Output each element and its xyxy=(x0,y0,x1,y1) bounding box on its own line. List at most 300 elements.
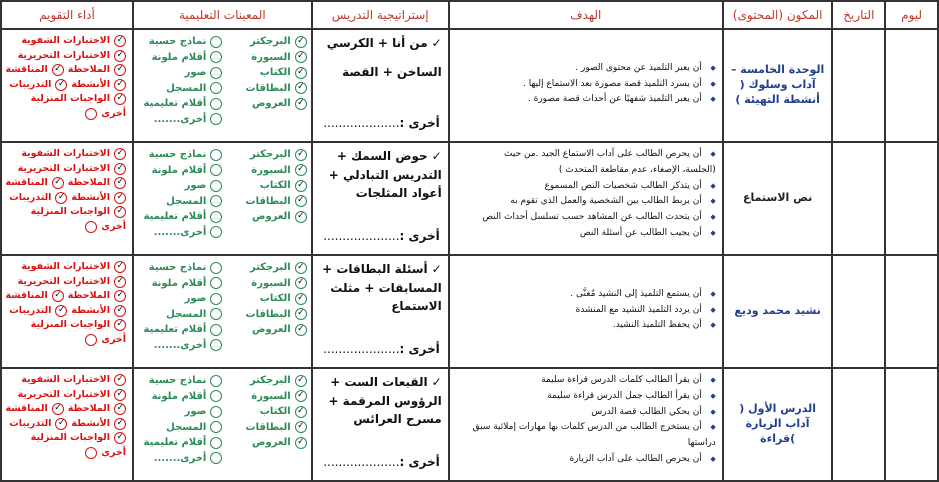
evaluation-box xyxy=(2,30,132,141)
eval-label: التدريبات xyxy=(9,78,52,90)
aids-cell xyxy=(133,368,312,481)
aid-option[interactable] xyxy=(222,389,306,405)
checked-circle-icon[interactable] xyxy=(114,64,126,76)
goal-item: (الجلسة، الإصغاء، عدم مقاطعة المتحدث ) xyxy=(558,164,716,175)
aid-label: البرجكتر xyxy=(249,375,291,386)
aid-option[interactable] xyxy=(138,338,222,354)
strategy-line: أسئلة البطاقات + xyxy=(322,262,428,276)
circle-icon[interactable] xyxy=(85,447,97,459)
eval-option[interactable] xyxy=(5,176,126,191)
header-day: ليوم xyxy=(885,1,938,29)
table-row xyxy=(1,255,938,368)
aids-cell xyxy=(133,142,312,255)
checked-circle-icon[interactable] xyxy=(114,418,126,430)
eval-label: الاختبارات الشفوية xyxy=(21,148,111,159)
header-component: المكون (المحتوى) xyxy=(723,1,833,29)
check-icon: ✓ xyxy=(431,262,442,276)
aid-label: العروض xyxy=(251,437,291,448)
checked-circle-icon[interactable] xyxy=(55,79,67,91)
aids-box xyxy=(134,143,311,254)
checked-circle-icon[interactable] xyxy=(295,36,307,48)
aid-label: أخرى....... xyxy=(153,113,207,125)
eval-label: المناقشة xyxy=(5,177,48,188)
checked-circle-icon[interactable] xyxy=(114,261,126,273)
eval-option[interactable] xyxy=(8,275,126,290)
aid-option[interactable] xyxy=(138,260,222,276)
aid-option[interactable] xyxy=(222,209,306,225)
goal-item: ◆ أن يردد التلميذ النشيد مع المنشدة xyxy=(456,303,716,319)
strategy-cell xyxy=(312,255,449,368)
circle-icon[interactable] xyxy=(210,149,222,161)
eval-option[interactable] xyxy=(8,373,126,388)
header-evaluation: أداء التقويم xyxy=(1,1,133,29)
aid-option[interactable] xyxy=(138,291,222,307)
checked-circle-icon[interactable] xyxy=(295,437,307,449)
checked-circle-icon[interactable] xyxy=(295,421,307,433)
eval-label: المناقشة xyxy=(5,403,48,414)
eval-option[interactable] xyxy=(8,191,126,206)
aid-label: أقلام ملونة xyxy=(151,51,207,63)
eval-option[interactable] xyxy=(8,162,126,177)
circle-icon[interactable] xyxy=(210,452,222,464)
aid-option[interactable] xyxy=(222,260,306,276)
circle-icon[interactable] xyxy=(210,164,222,176)
evaluation-box xyxy=(2,256,132,367)
day-cell xyxy=(885,368,938,481)
circle-icon[interactable] xyxy=(210,375,222,387)
strategy-box xyxy=(313,143,448,254)
other-dots: .................... xyxy=(323,455,400,470)
eval-option[interactable] xyxy=(8,147,126,162)
aid-option[interactable] xyxy=(138,112,222,128)
aid-label: الكتاب xyxy=(259,406,291,417)
aid-label: السبورة xyxy=(251,51,291,63)
eval-option[interactable] xyxy=(8,205,126,220)
circle-icon[interactable] xyxy=(210,51,222,63)
eval-option[interactable] xyxy=(8,431,126,446)
header-row xyxy=(1,1,938,29)
goal-list xyxy=(450,256,722,367)
circle-icon[interactable] xyxy=(210,390,222,402)
checked-circle-icon[interactable] xyxy=(295,51,307,63)
circle-icon[interactable] xyxy=(210,67,222,79)
aid-label: أقلام ملونة xyxy=(151,164,207,176)
aids-column-1 xyxy=(222,34,306,137)
checked-circle-icon[interactable] xyxy=(295,195,307,207)
eval-option[interactable] xyxy=(8,304,126,319)
aid-label: البرجكتر xyxy=(249,262,291,273)
aid-option[interactable] xyxy=(138,147,222,163)
checked-circle-icon[interactable] xyxy=(295,277,307,289)
aids-box xyxy=(134,369,311,480)
aid-label: البطاقات xyxy=(245,82,291,94)
aid-option[interactable] xyxy=(138,435,222,451)
checked-circle-icon[interactable] xyxy=(295,293,307,305)
circle-icon[interactable] xyxy=(210,339,222,351)
aid-label: الكتاب xyxy=(259,293,291,304)
eval-label: التدريبات xyxy=(9,191,52,203)
checked-circle-icon[interactable] xyxy=(114,192,126,204)
checked-circle-icon[interactable] xyxy=(52,64,64,76)
checked-circle-icon[interactable] xyxy=(114,93,126,105)
checked-circle-icon[interactable] xyxy=(55,192,67,204)
circle-icon[interactable] xyxy=(210,324,222,336)
aid-label: أقلام تعليمية xyxy=(143,324,207,335)
aid-option[interactable] xyxy=(138,322,222,338)
strategy-line: أعواد المثلجات xyxy=(355,186,442,201)
aids-box xyxy=(134,30,311,141)
checked-circle-icon[interactable] xyxy=(295,211,307,223)
goal-cell xyxy=(449,368,723,481)
checked-circle-icon[interactable] xyxy=(114,290,126,302)
aid-label: أقلام ملونة xyxy=(151,277,207,289)
date-cell xyxy=(832,29,885,142)
eval-label: أخرى xyxy=(101,220,127,232)
circle-icon[interactable] xyxy=(210,406,222,418)
aids-column-1 xyxy=(222,373,306,476)
goal-item: ◆ أن يقرأ الطالب جمل الدرس قراءة سليمة xyxy=(456,389,716,405)
aid-label: صور xyxy=(184,293,207,304)
circle-icon[interactable] xyxy=(210,437,222,449)
eval-label: الاختبارات التحريرية xyxy=(17,275,111,287)
eval-label: الملاحظة xyxy=(67,177,111,188)
aid-label: الكتاب xyxy=(259,180,291,191)
checked-circle-icon[interactable] xyxy=(295,82,307,94)
eval-option[interactable] xyxy=(8,446,126,461)
day-cell xyxy=(885,142,938,255)
other-dots: .................... xyxy=(323,116,400,131)
circle-icon[interactable] xyxy=(210,277,222,289)
eval-label: الواجبات المنزلية xyxy=(30,432,111,443)
aid-option[interactable] xyxy=(222,276,306,292)
aid-option[interactable] xyxy=(138,225,222,241)
component-cell xyxy=(723,142,833,255)
component-cell xyxy=(723,255,833,368)
aid-option[interactable] xyxy=(222,81,306,97)
other-label: أخرى : xyxy=(399,229,440,244)
date-cell xyxy=(832,142,885,255)
checked-circle-icon[interactable] xyxy=(295,149,307,161)
goal-item: ◆ أن يستخرج الطالب من الدرس كلمات بها مهارات إملائية سبق xyxy=(456,420,716,436)
strategy-line: التدريس التبادلي + xyxy=(328,167,442,182)
aid-option[interactable] xyxy=(222,194,306,210)
eval-label: أخرى xyxy=(101,333,127,345)
goal-item: ◆ أن يحرص الطالب على آداب الزيارة xyxy=(456,452,716,468)
eval-label: التدريبات xyxy=(9,304,52,316)
circle-icon[interactable] xyxy=(85,108,97,120)
aid-label: المسجل xyxy=(166,82,207,94)
circle-icon[interactable] xyxy=(210,262,222,274)
aid-label: أقلام تعليمية xyxy=(143,437,207,448)
strategy-line: الرؤوس المرقمة + xyxy=(328,393,442,408)
date-cell xyxy=(832,255,885,368)
circle-icon[interactable] xyxy=(210,293,222,305)
eval-option[interactable] xyxy=(8,34,126,49)
eval-option[interactable] xyxy=(8,318,126,333)
strategy-box xyxy=(313,256,448,367)
goal-item: ◆ أن يحفظ التلميذ النشيد. xyxy=(456,318,716,334)
check-icon: ✓ xyxy=(431,375,442,389)
aid-label: أخرى....... xyxy=(153,226,207,238)
component-text: الوحدة الخامسة – آداب وسلوك ( أنشطة التهيئة ) xyxy=(730,63,825,106)
eval-label: الملاحظة xyxy=(67,403,111,414)
aid-label: صور xyxy=(184,180,207,191)
circle-icon[interactable] xyxy=(210,211,222,223)
checked-circle-icon[interactable] xyxy=(52,177,64,189)
circle-icon[interactable] xyxy=(85,334,97,346)
check-icon: ✓ xyxy=(431,149,442,163)
aid-option[interactable] xyxy=(138,178,222,194)
checked-circle-icon[interactable] xyxy=(114,50,126,62)
eval-label: المناقشة xyxy=(5,290,48,301)
eval-label: الاختبارات الشفوية xyxy=(21,374,111,385)
goal-list xyxy=(450,369,722,470)
goal-item: ◆ أن يستمع التلميذ إلى النشيد مُغنَّى . xyxy=(456,287,716,303)
checked-circle-icon[interactable] xyxy=(114,79,126,91)
checked-circle-icon[interactable] xyxy=(114,35,126,47)
aid-option[interactable] xyxy=(222,322,306,338)
evaluation-cell xyxy=(1,142,133,255)
day-cell xyxy=(885,29,938,142)
aid-option[interactable] xyxy=(138,209,222,225)
aid-option[interactable] xyxy=(222,50,306,66)
aid-label: نماذج حسية xyxy=(148,36,207,47)
aid-option[interactable] xyxy=(138,163,222,179)
aid-option[interactable] xyxy=(138,34,222,50)
eval-option[interactable] xyxy=(5,289,126,304)
goal-cell xyxy=(449,29,723,142)
checked-circle-icon[interactable] xyxy=(114,374,126,386)
circle-icon[interactable] xyxy=(210,195,222,207)
aids-column-2 xyxy=(138,373,222,476)
strategy-other xyxy=(323,340,440,359)
aid-option[interactable] xyxy=(138,96,222,112)
circle-icon[interactable] xyxy=(210,82,222,94)
checked-circle-icon[interactable] xyxy=(295,390,307,402)
checked-circle-icon[interactable] xyxy=(52,403,64,415)
aid-label: نماذج حسية xyxy=(148,375,207,386)
aid-label: العروض xyxy=(251,98,291,109)
circle-icon[interactable] xyxy=(210,98,222,110)
eval-label: الواجبات المنزلية xyxy=(30,319,111,330)
checked-circle-icon[interactable] xyxy=(114,319,126,331)
circle-icon[interactable] xyxy=(210,226,222,238)
eval-label: الاختبارات التحريرية xyxy=(17,388,111,400)
eval-option[interactable] xyxy=(8,78,126,93)
eval-label: الواجبات المنزلية xyxy=(30,93,111,104)
aid-label: المسجل xyxy=(166,195,207,207)
aid-label: أخرى....... xyxy=(153,339,207,351)
goal-item: ◆ أن يتذكر الطالب شخصيات النص المسموع xyxy=(456,179,716,195)
other-label: أخرى : xyxy=(399,116,440,131)
header-goal: الهدف xyxy=(449,1,723,29)
aid-option[interactable] xyxy=(222,404,306,420)
eval-option[interactable] xyxy=(8,333,126,348)
circle-icon[interactable] xyxy=(210,180,222,192)
aid-option[interactable] xyxy=(222,420,306,436)
checked-circle-icon[interactable] xyxy=(295,308,307,320)
checked-circle-icon[interactable] xyxy=(114,206,126,218)
eval-label: الأنشطة xyxy=(71,78,111,90)
goal-item: ◆ أن يتحدث الطالب عن المشاهد حسب تسلسل أحداث النص xyxy=(456,210,716,226)
eval-label: الاختبارات التحريرية xyxy=(17,162,111,174)
aid-label: نماذج حسية xyxy=(148,262,207,273)
checked-circle-icon[interactable] xyxy=(295,164,307,176)
aid-option[interactable] xyxy=(222,147,306,163)
day-cell xyxy=(885,255,938,368)
evaluation-cell xyxy=(1,368,133,481)
aid-label: أقلام تعليمية xyxy=(143,211,207,222)
strategy-line: حوض السمك + xyxy=(336,149,428,163)
checked-circle-icon[interactable] xyxy=(114,403,126,415)
strategy-line: من أنا + الكرسي xyxy=(326,36,428,50)
goal-cell xyxy=(449,255,723,368)
goal-item: ◆ أن يعبر التلميذ شفهيًا عن أحداث قصة مصورة . xyxy=(456,92,716,108)
aid-option[interactable] xyxy=(222,435,306,451)
checked-circle-icon[interactable] xyxy=(295,67,307,79)
header-aids: المعينات التعليمية xyxy=(133,1,312,29)
strategy-line: المسابقات + مثلث xyxy=(330,280,442,295)
eval-option[interactable] xyxy=(8,260,126,275)
other-label: أخرى : xyxy=(399,342,440,357)
aid-label: البطاقات xyxy=(245,421,291,433)
eval-option[interactable] xyxy=(8,388,126,403)
eval-option[interactable] xyxy=(8,417,126,432)
strategy-cell xyxy=(312,142,449,255)
aid-option[interactable] xyxy=(138,420,222,436)
aid-option[interactable] xyxy=(138,451,222,467)
aid-option[interactable] xyxy=(138,373,222,389)
eval-label: الاختبارات الشفوية xyxy=(21,261,111,272)
eval-option[interactable] xyxy=(5,63,126,78)
eval-option[interactable] xyxy=(8,92,126,107)
date-cell xyxy=(832,368,885,481)
other-label: أخرى : xyxy=(399,455,440,470)
aid-label: السبورة xyxy=(251,390,291,402)
aid-label: المسجل xyxy=(166,308,207,320)
aid-option[interactable] xyxy=(222,373,306,389)
checked-circle-icon[interactable] xyxy=(295,406,307,418)
circle-icon[interactable] xyxy=(210,113,222,125)
aids-column-1 xyxy=(222,260,306,363)
aid-option[interactable] xyxy=(138,276,222,292)
aids-column-2 xyxy=(138,147,222,250)
header-strategy: إستراتيجية التدريس xyxy=(312,1,449,29)
eval-label: الملاحظة xyxy=(67,64,111,75)
checked-circle-icon[interactable] xyxy=(114,389,126,401)
aid-label: البرجكتر xyxy=(249,36,291,47)
aid-label: صور xyxy=(184,67,207,78)
circle-icon[interactable] xyxy=(210,36,222,48)
checked-circle-icon[interactable] xyxy=(114,177,126,189)
checked-circle-icon[interactable] xyxy=(114,432,126,444)
aid-label: صور xyxy=(184,406,207,417)
aid-option[interactable] xyxy=(222,163,306,179)
checked-circle-icon[interactable] xyxy=(52,290,64,302)
strategy-line: مسرح العرائس xyxy=(353,412,442,427)
table-row xyxy=(1,142,938,255)
aid-option[interactable] xyxy=(222,65,306,81)
strategy-cell xyxy=(312,368,449,481)
goal-item: ◆ أن يحرص الطالب على آداب الاستماع الجيد .من حيث xyxy=(456,147,716,163)
aid-option[interactable] xyxy=(138,389,222,405)
checked-circle-icon[interactable] xyxy=(295,262,307,274)
checked-circle-icon[interactable] xyxy=(114,276,126,288)
eval-label: أخرى xyxy=(101,107,127,119)
goal-list xyxy=(450,30,722,141)
aid-label: أقلام ملونة xyxy=(151,390,207,402)
strategy-other xyxy=(323,227,440,246)
eval-option[interactable] xyxy=(8,49,126,64)
checked-circle-icon[interactable] xyxy=(295,98,307,110)
checked-circle-icon[interactable] xyxy=(55,418,67,430)
strategy-cell xyxy=(312,29,449,142)
strategy-other xyxy=(323,114,440,133)
goal-item: ◆ أن يعبر التلميذ عن محتوى الصور . xyxy=(456,61,716,77)
other-dots: .................... xyxy=(323,342,400,357)
aid-label: العروض xyxy=(251,211,291,222)
eval-label: المناقشة xyxy=(5,64,48,75)
aid-label: السبورة xyxy=(251,164,291,176)
evaluation-box xyxy=(2,369,132,480)
eval-option[interactable] xyxy=(8,107,126,122)
aid-option[interactable] xyxy=(138,50,222,66)
eval-label: الأنشطة xyxy=(71,191,111,203)
strategy-box xyxy=(313,30,448,141)
other-dots: .................... xyxy=(323,229,400,244)
component-cell xyxy=(723,368,833,481)
aid-option[interactable] xyxy=(138,65,222,81)
aid-option[interactable] xyxy=(138,307,222,323)
aid-option[interactable] xyxy=(138,404,222,420)
strategy-line: الاستماع xyxy=(391,299,442,314)
aid-label: العروض xyxy=(251,324,291,335)
goal-item: ◆ أن يقرأ الطالب كلمات الدرس قراءة سليمة xyxy=(456,373,716,389)
aid-option[interactable] xyxy=(222,96,306,112)
checked-circle-icon[interactable] xyxy=(295,180,307,192)
checked-circle-icon[interactable] xyxy=(114,148,126,160)
checked-circle-icon[interactable] xyxy=(55,305,67,317)
checked-circle-icon[interactable] xyxy=(114,163,126,175)
aid-option[interactable] xyxy=(138,194,222,210)
aid-option[interactable] xyxy=(222,178,306,194)
aid-option[interactable] xyxy=(222,291,306,307)
evaluation-cell xyxy=(1,255,133,368)
aids-box xyxy=(134,256,311,367)
evaluation-cell xyxy=(1,29,133,142)
circle-icon[interactable] xyxy=(210,421,222,433)
checked-circle-icon[interactable] xyxy=(114,305,126,317)
circle-icon[interactable] xyxy=(210,308,222,320)
aid-option[interactable] xyxy=(222,307,306,323)
goal-item: ◆ أن يربط الطالب بين الشخصية والعمل الذي تقوم به xyxy=(456,194,716,210)
eval-label: أخرى xyxy=(101,446,127,458)
aid-option[interactable] xyxy=(222,34,306,50)
aid-option[interactable] xyxy=(138,81,222,97)
checked-circle-icon[interactable] xyxy=(295,375,307,387)
strategy-other xyxy=(323,453,440,472)
component-cell xyxy=(723,29,833,142)
component-text: نص الاستماع xyxy=(743,191,813,205)
aid-label: البطاقات xyxy=(245,308,291,320)
eval-option[interactable] xyxy=(8,220,126,235)
circle-icon[interactable] xyxy=(85,221,97,233)
checked-circle-icon[interactable] xyxy=(295,324,307,336)
eval-label: الأنشطة xyxy=(71,417,111,429)
eval-option[interactable] xyxy=(5,402,126,417)
aid-label: السبورة xyxy=(251,277,291,289)
aids-column-2 xyxy=(138,34,222,137)
